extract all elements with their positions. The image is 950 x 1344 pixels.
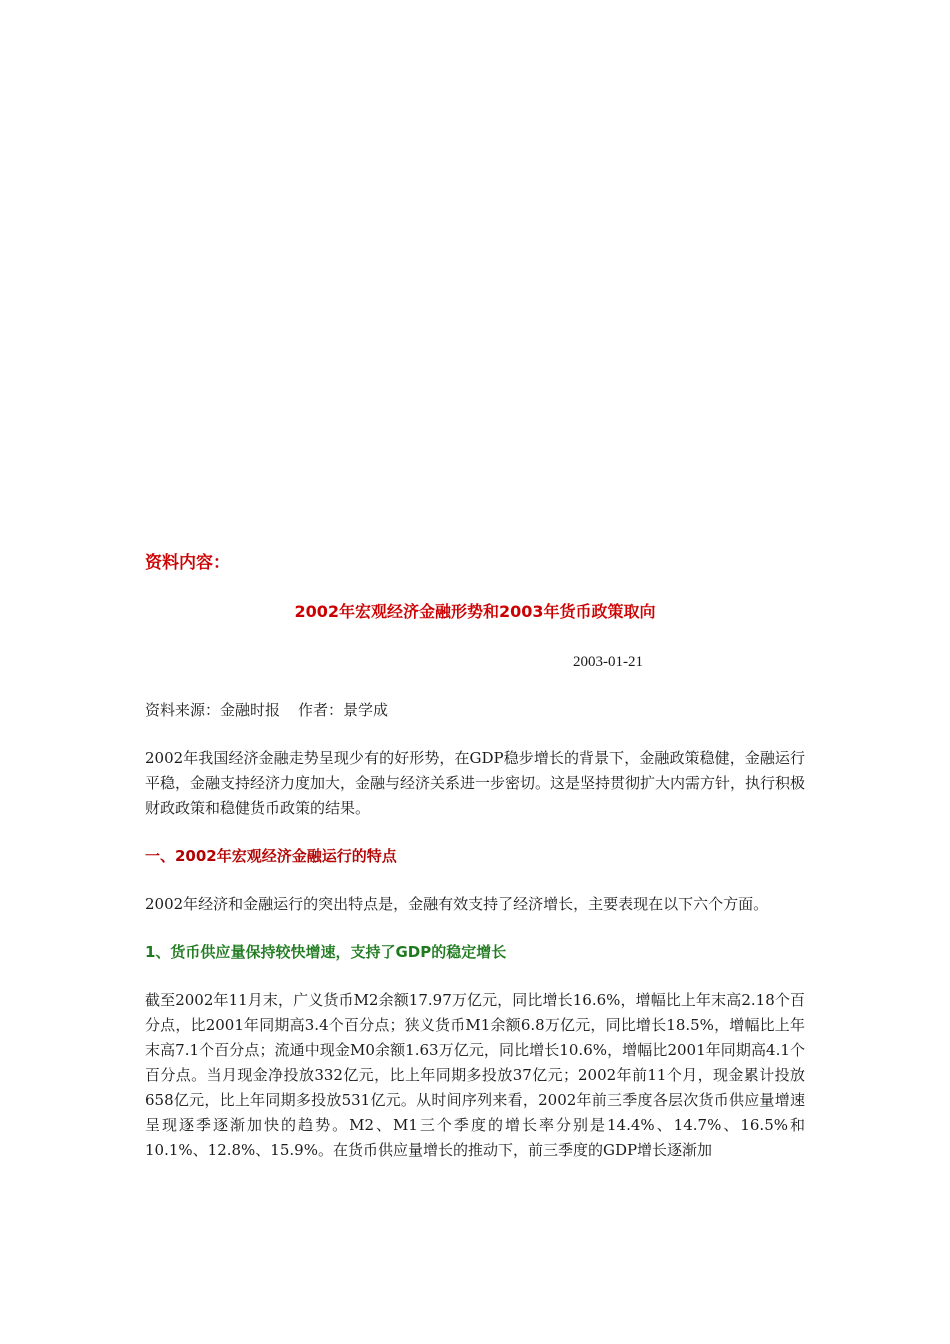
source-label: 资料来源：金融时报: [145, 701, 281, 719]
document-title: 2002年宏观经济金融形势和2003年货币政策取向: [294, 602, 656, 621]
intro-paragraph: 2002年我国经济金融走势呈现少有的好形势，在GDP稳步增长的背景下，金融政策稳健，金融运行平稳，金融支持经济力度加大，金融与经济关系进一步密切。这是坚持贯彻扩大内需方针，执行积极财政政策和稳健货币政策的结果。: [145, 749, 806, 817]
section1-paragraph: 2002年经济和金融运行的突出特点是，金融有效支持了经济增长，主要表现在以下六个方面。: [145, 895, 769, 913]
source-line: [145, 699, 805, 720]
document-page: [145, 548, 805, 1187]
section1-heading: 一、2002年宏观经济金融运行的特点: [145, 847, 397, 865]
subsection1-heading: 1、货币供应量保持较快增速，支持了GDP的稳定增长: [145, 943, 507, 961]
author-label: 作者：景学成: [298, 701, 389, 719]
section-label: 资料内容：: [145, 553, 230, 573]
subsection1-paragraph: 截至2002年11月末，广义货币M2余额17.97万亿元，同比增长16.6%，增幅比上年末高2.18个百分点，比2001年同期高3.4个百分点；狭义货币M1余额6.8万亿元，同比增长18.5%，增幅比上年末高7.1个百分点；流通中现金M0余额1.63万亿元，同比增长10.6%，增幅比2001年同期高4.1个百分点。当月现金净投放332亿元，比上年同期多投放37亿元；2002年前11个月，现金累计投放658亿元，比上年同期多投放531亿元。从时间序列来看，2002年前三季度各层次货币供应量增速呈现逐季逐渐加快的趋势。M2、M1三个季度的增长率分别是14.4%、14.7%、16.5%和10.1%、12.8%、15.9%。在货币供应量增长的推动下，前三季度的GDP增长逐渐加: [145, 991, 805, 1159]
document-date: 2003-01-21: [573, 654, 643, 670]
